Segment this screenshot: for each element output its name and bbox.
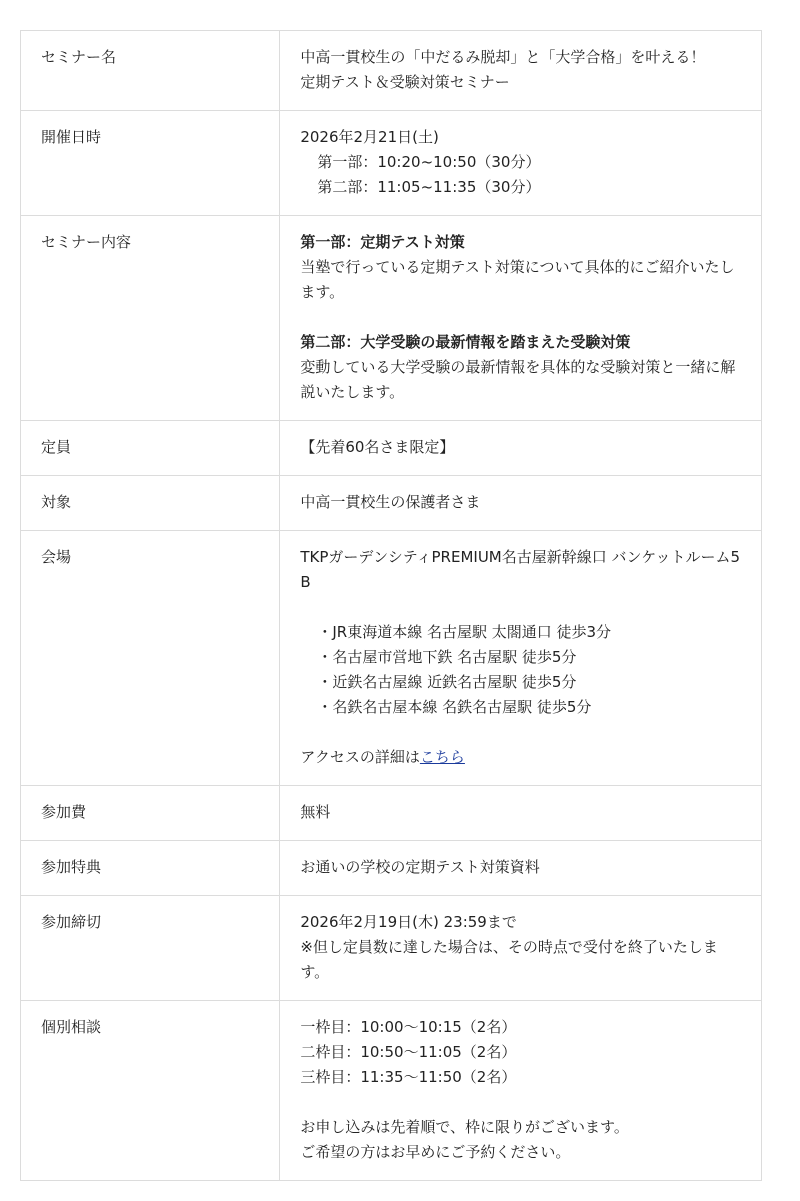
event-date: 2026年2月21日(土) — [300, 128, 439, 146]
deadline-date: 2026年2月19日(木) 23:59まで — [300, 913, 517, 931]
spacer — [300, 305, 741, 330]
spacer — [300, 1090, 741, 1115]
table-row-content — [21, 216, 762, 421]
row-label: 個別相談 — [21, 1001, 280, 1181]
slot-3: 三枠目：11:35〜11:50（2名） — [300, 1068, 517, 1086]
spacer — [300, 720, 741, 745]
seminar-info — [20, 30, 762, 1181]
table-row-fee — [21, 786, 762, 841]
access-item-kintetsu: ・近鉄名古屋線 近鉄名古屋駅 徒歩5分 — [317, 673, 577, 691]
part-2-time: 第二部：11:05~11:35（30分） — [317, 178, 541, 196]
seminar-info-table — [20, 30, 762, 1181]
table-row-date — [21, 111, 762, 216]
row-label: 参加特典 — [21, 841, 280, 896]
fee-value: 無料 — [280, 786, 762, 841]
access-details — [300, 745, 741, 770]
table-row-venue — [21, 531, 762, 786]
spacer — [300, 595, 741, 620]
deadline-value — [280, 896, 762, 1001]
table-row-capacity — [21, 421, 762, 476]
venue-name: TKPガーデンシティPREMIUM名古屋新幹線口 バンケットルーム5B — [300, 548, 741, 591]
consultation-value — [280, 1001, 762, 1181]
slot-1: 一枠目：10:00〜10:15（2名） — [300, 1018, 517, 1036]
table-row-benefit — [21, 841, 762, 896]
capacity-value: 【先着60名さま限定】 — [280, 421, 762, 476]
part-1-description: 当塾で行っている定期テスト対策について具体的にご紹介いたします。 — [300, 258, 735, 301]
benefit-value: お通いの学校の定期テスト対策資料 — [280, 841, 762, 896]
part-2-description: 変動している大学受験の最新情報を具体的な受験対策と一緒に解説いたします。 — [300, 358, 736, 401]
seminar-name-value — [280, 31, 762, 111]
part-1-time: 第一部：10:20~10:50（30分） — [317, 153, 541, 171]
target-value: 中高一貫校生の保護者さま — [280, 476, 762, 531]
seminar-name-line-1: 中高一貫校生の「中だるみ脱却」と「大学合格」を叶える！ — [300, 48, 706, 66]
table-row-target — [21, 476, 762, 531]
row-label: 定員 — [21, 421, 280, 476]
access-item-meitetsu: ・名鉄名古屋本線 名鉄名古屋駅 徒歩5分 — [317, 698, 592, 716]
content-value — [280, 216, 762, 421]
slot-2: 二枠目：10:50〜11:05（2名） — [300, 1043, 517, 1061]
row-label: 会場 — [21, 531, 280, 786]
consultation-note-1: お申し込みは先着順で、枠に限りがございます。 — [300, 1118, 629, 1136]
access-item-jr: ・JR東海道本線 名古屋駅 太閤通口 徒歩3分 — [317, 623, 612, 641]
access-item-subway: ・名古屋市営地下鉄 名古屋駅 徒歩5分 — [317, 648, 577, 666]
date-value — [280, 111, 762, 216]
deadline-note: ※但し定員数に達した場合は、その時点で受付を終了いたします。 — [300, 938, 718, 981]
table-row-seminar-name — [21, 31, 762, 111]
consultation-note-2: ご希望の方はお早めにご予約ください。 — [300, 1143, 571, 1161]
row-label: セミナー内容 — [21, 216, 280, 421]
row-label: セミナー名 — [21, 31, 280, 111]
row-label: 対象 — [21, 476, 280, 531]
access-details-text: アクセスの詳細は — [300, 748, 420, 766]
part-2-title: 第二部：大学受験の最新情報を踏まえた受験対策 — [300, 333, 631, 351]
seminar-name-line-2: 定期テスト＆受験対策セミナー — [300, 73, 510, 91]
table-row-deadline — [21, 896, 762, 1001]
row-label: 開催日時 — [21, 111, 280, 216]
row-label: 参加費 — [21, 786, 280, 841]
table-row-consultation — [21, 1001, 762, 1181]
part-1-title: 第一部：定期テスト対策 — [300, 233, 465, 251]
venue-value — [280, 531, 762, 786]
access-details-link[interactable]: こちら — [419, 748, 465, 766]
row-label: 参加締切 — [21, 896, 280, 1001]
